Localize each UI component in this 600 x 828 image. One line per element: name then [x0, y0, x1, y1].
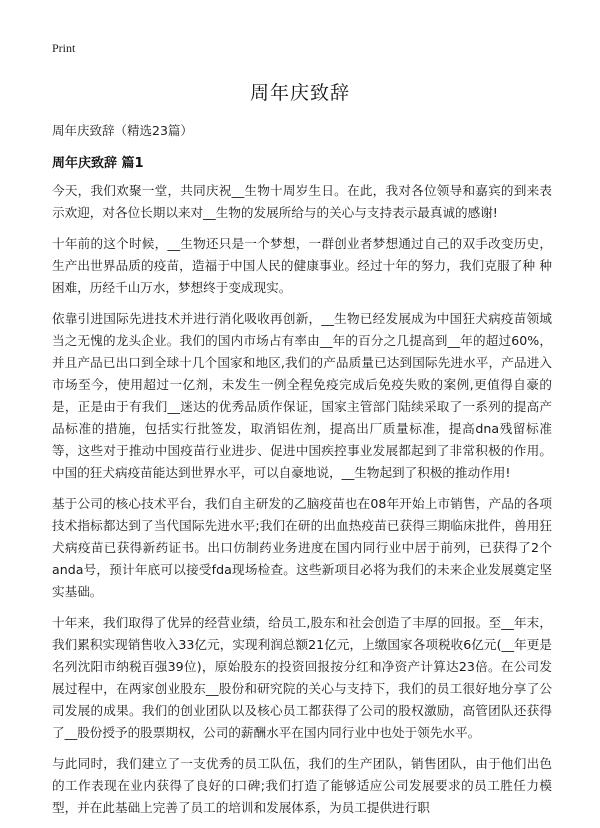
paragraph: 与此同时，我们建立了一支优秀的员工队伍，我们的生产团队，销售团队，由于他们出色的工作表现在业内获得了良好的口碑;我们打造了能够适应公司发展要求的员工胜任力模型，并在此基础上完善了员工的培训和发展体系，为员工提供进行职: [52, 756, 552, 815]
paragraph: 今天，我们欢聚一堂，共同庆祝__生物十周岁生日。在此，我对各位领导和嘉宾的到来表示欢迎，对各位长期以来对__生物的发展所给与的关心与支持表示最真诚的感谢!: [52, 183, 552, 220]
print-link[interactable]: Print: [52, 41, 76, 55]
document-body: [52, 180, 552, 828]
paragraph: 基于公司的核心技术平台，我们自主研发的乙脑疫苗也在08年开始上市销售，产品的各项技术指标都达到了当代国际先进水平;我们在研的出血热疫苗已获得三期临床批件，兽用狂犬病疫苗已获得新药证书。出口仿制药业务进度在国内同行业中居于前列，已获得了2个anda号，预计年底可以接受fda现场检查。这些新项目必将为我们的未来企业发展奠定坚实基础。: [52, 496, 552, 599]
paragraph: 十年来，我们取得了优异的经营业绩，给员工,股东和社会创造了丰厚的回报。至__年末，我们累积实现销售收入33亿元，实现利润总额21亿元，上缴国家各项税收6亿元(__年更是名列沈阳市纳税百强39位)，原始股东的投资回报按分红和净资产计算达23倍。在公司发展过程中，在两家创业股东__股份和研究院的关心与支持下，我们的员工很好地分享了公司发展的成果。我们的创业团队以及核心员工都获得了公司的股权激励，高管团队还获得了__股份授予的股票期权，公司的薪酬水平在国内同行业中也处于领先水平。: [52, 615, 552, 740]
paragraph: 十年前的这个时候，__生物还只是一个梦想，一群创业者梦想通过自己的双手改变历史，生产出世界品质的疫苗，造福于中国人民的健康事业。经过十年的努力，我们克服了种 种困难，历经千山万水，梦想终于变成现实。: [52, 236, 552, 295]
document-subtitle: 周年庆致辞（精选23篇）: [52, 123, 193, 138]
paragraph: 依靠引进国际先进技术并进行消化吸收再创新，__生物已经发展成为中国狂犬病疫苗领域当之无愧的龙头企业。我们的国内市场占有率由__年的百分之几提高到__年的超过60%，并且产品已出口到全球十几个国家和地区,我们的产品质量已达到国际先进水平，产品进入市场至今，使用超过一亿剂，未发生一例全程免疫完成后免疫失败的案例,更值得自豪的是，正是由于有我们__迷达的优秀品质作保证，国家主管部门陆续采取了一系列的提高产品标准的措施，包括实行批签发，取消铝佐剂，提高出厂质量标准，提高dna残留标准等，这些对于推动中国疫苗行业进步、促进中国疾控事业发展都起到了非常积极的作用。中国的狂犬病疫苗能达到世界水平，可以自豪地说，__生物起到了积极的推动作用!: [52, 311, 552, 480]
section-heading: 周年庆致辞 篇1: [52, 156, 144, 171]
document-title: 周年庆致辞: [249, 82, 350, 104]
